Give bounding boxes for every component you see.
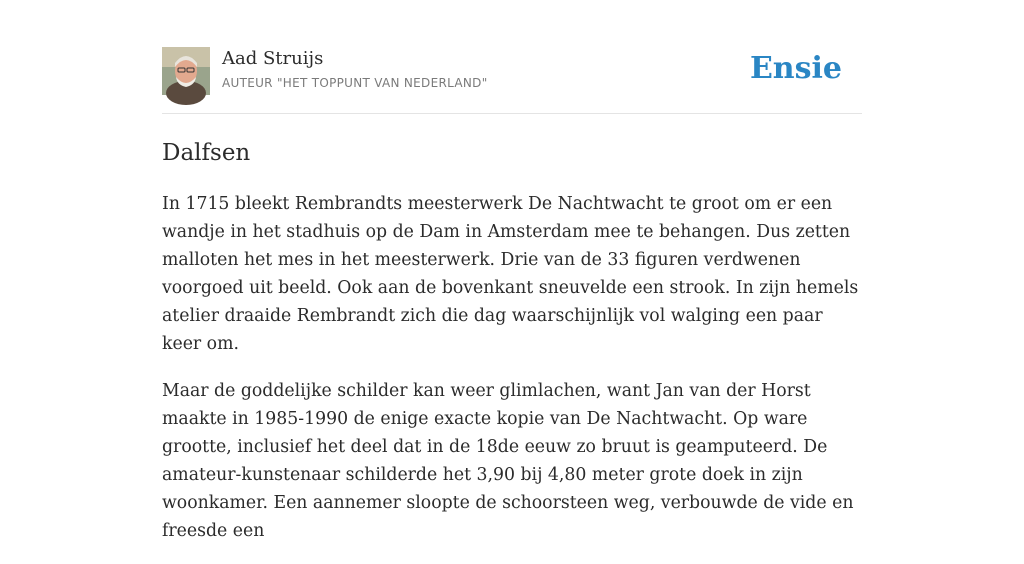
ensie-logo[interactable]: Ensie — [749, 51, 842, 86]
article-body — [162, 190, 862, 564]
page-container — [162, 0, 862, 541]
article-paragraph: In 1715 bleekt Rembrandts meesterwerk De Nachtwacht te groot om er een wandje in het stadhuis op de Dam in Amsterdam mee te behangen. Dus zetten malloten het mes in het meesterwerk. Drie van de 33 figuren verdwenen voorgoed uit beeld. Ook aan de bovenkant sneuvelde een strook. In zijn hemels atelier draaide Rembrandt zich die dag waarschijnlijk vol walging een paar keer om. — [162, 194, 859, 354]
author-name[interactable]: Aad Struijs — [222, 48, 324, 69]
author-portrait-icon — [162, 47, 210, 95]
article-paragraph: Maar de goddelijke schilder kan weer glimlachen, want Jan van der Horst maakte in 1985-1990 de enige exacte kopie van De Nachtwacht. Op ware grootte, inclusief het deel dat in de 18de eeuw zo bruut is geamputeerd. De amateur-kunstenaar schilderde het 3,90 bij 4,80 meter grote doek in zijn woonkamer. Een aannemer sloopte de schoorsteen weg, verbouwde de vide en freesde een — [162, 381, 854, 541]
author-avatar[interactable] — [162, 47, 210, 95]
article-title: Dalfsen — [162, 140, 251, 166]
author-header — [162, 0, 862, 114]
author-role: AUTEUR "HET TOPPUNT VAN NEDERLAND" — [222, 76, 488, 90]
